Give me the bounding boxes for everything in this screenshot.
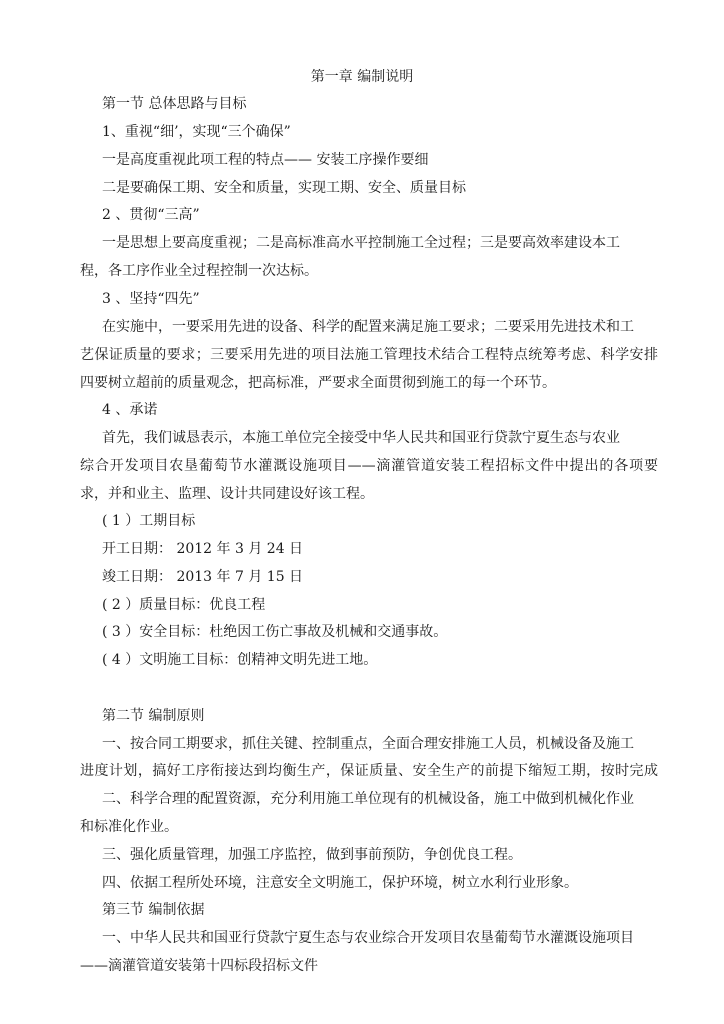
section2-p1-line1: 一、按合同工期要求，抓住关键、控制重点，全面合理安排施工人员，机械设备及施工 <box>102 736 634 752</box>
goal3: ( 3 ）安全目标：杜绝因工伤亡事故及机械和交通事故。 <box>102 624 448 640</box>
item1-heading: 1、重视“细’，实现“三个确保” <box>102 124 291 140</box>
item4-heading: 4 、承诺 <box>102 402 158 418</box>
item3-para-line3: 四要树立超前的质量观念，把高标准，严要求全面贯彻到施工的每一个环节。 <box>80 375 556 391</box>
section2-p2-line2: 和标准化作业。 <box>80 819 178 835</box>
item4-para-line3: 求，并和业主、监理、设计共同建设好该工程。 <box>80 486 374 502</box>
item3-para-line1: 在实施中，一要采用先进的设备、科学的配置来满足施工要求；二要采用先进技术和工 <box>102 319 634 335</box>
item3-heading: 3 、坚持“四先” <box>102 291 200 307</box>
section3-p1-line1: 一、中华人民共和国亚行贷款宁夏生态与农业综合开发项目农垦葡萄节水灌溉设施项目 <box>102 930 634 946</box>
item1-line2: 二是要确保工期、安全和质量，实现工期、安全、质量目标 <box>102 180 466 196</box>
chapter-title: 第一章 编制说明 <box>310 69 414 85</box>
section2-p2-line1: 二、科学合理的配置资源，充分利用施工单位现有的机械设备，施工中做到机械化作业 <box>102 791 634 807</box>
section2-p3: 三、强化质量管理，加强工序监控，做到事前预防，争创优良工程。 <box>102 847 522 863</box>
item1-line1: 一是高度重视此项工程的特点—— 安装工序操作要细 <box>102 152 429 168</box>
item4-para-line1: 首先，我们诚恳表示，本施工单位完全接受中华人民共和国亚行贷款宁夏生态与农业 <box>102 430 620 446</box>
section3-p1-line2: ——滴灌管道安装第十四标段招标文件 <box>80 958 318 974</box>
section1-title: 第一节 总体思路与目标 <box>102 96 247 112</box>
item4-para-line2: 综合开发项目农垦葡萄节水灌溉设施项目——滴灌管道安装工程招标文件中提出的各项要 <box>80 458 658 474</box>
start-date: 开工日期： 2012 年 3 月 24 日 <box>102 541 304 557</box>
item2-heading: 2 、贯彻“三高” <box>102 207 200 223</box>
item3-para-line2: 艺保证质量的要求；三要采用先进的项目法施工管理技术结合工程特点统筹考虑、科学安排 <box>80 347 658 363</box>
section3-title: 第三节 编制依据 <box>102 902 205 918</box>
item2-para-line1: 一是思想上要高度重视；二是高标准高水平控制施工全过程；三是要高效率建设本工 <box>102 235 620 251</box>
goal2: ( 2 ）质量目标：优良工程 <box>102 597 266 613</box>
section2-title: 第二节 编制原则 <box>102 708 205 724</box>
item2-para-line2: 程，各工序作业全过程控制一次达标。 <box>80 263 318 279</box>
goal1-heading: ( 1 ）工期目标 <box>102 513 196 529</box>
section2-p4: 四、依据工程所处环境，注意安全文明施工，保护环境，树立水利行业形象。 <box>102 875 578 891</box>
end-date: 竣工日期： 2013 年 7 月 15 日 <box>102 569 304 585</box>
goal4: ( 4 ）文明施工目标：创精神文明先进工地。 <box>102 652 378 668</box>
section2-p1-line2: 进度计划，搞好工序衔接达到均衡生产，保证质量、安全生产的前提下缩短工期，按时完成 <box>80 763 658 779</box>
